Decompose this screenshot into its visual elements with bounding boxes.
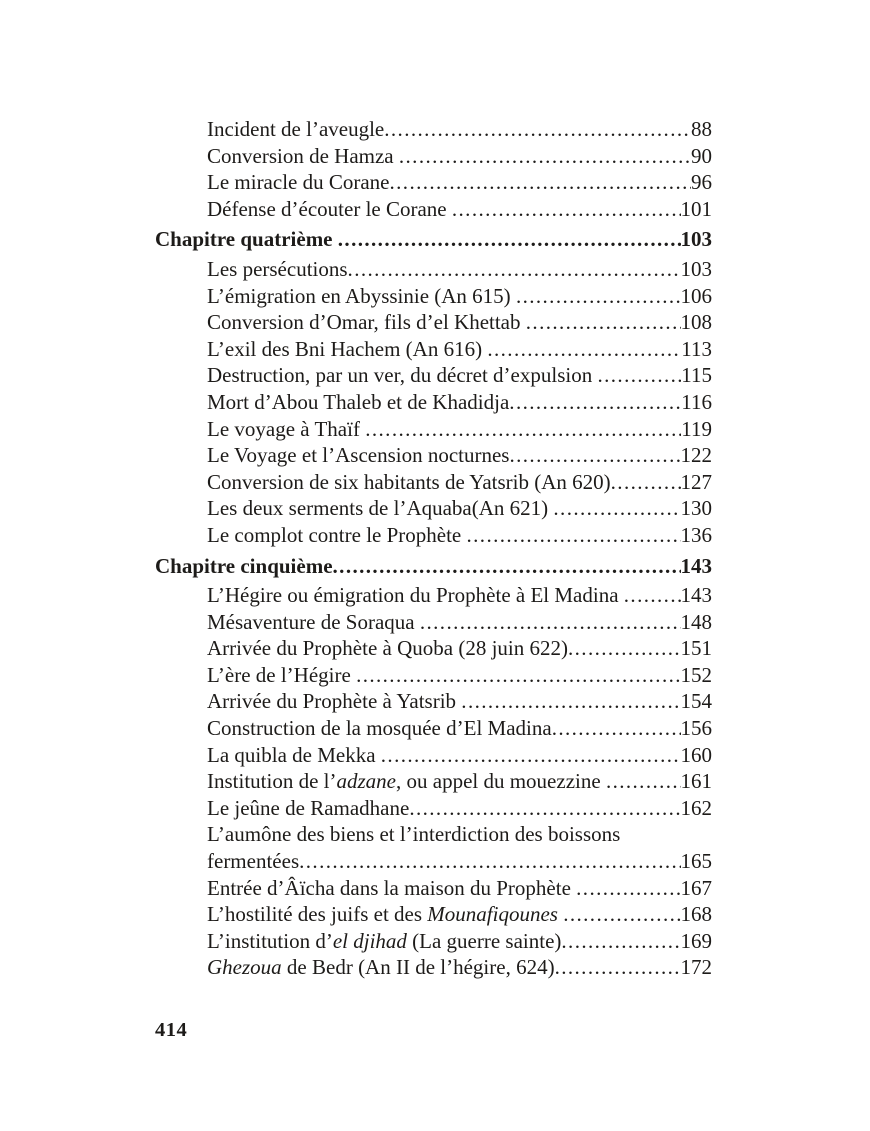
toc-entry-label — [207, 875, 576, 902]
toc-entry-row — [155, 635, 712, 662]
toc-entry-page-number: 127 — [680, 469, 712, 494]
toc-entry-row — [155, 442, 712, 469]
toc-entry-text-italic: adzane — [336, 769, 396, 794]
toc-entry-row — [155, 609, 712, 636]
toc-entry-text: Le miracle du Corane — [207, 170, 390, 195]
dot-leader — [597, 362, 681, 389]
toc-entry-page-number: 168 — [680, 902, 712, 927]
toc-entry-page-number: 96 — [691, 170, 712, 195]
dot-leader — [509, 389, 681, 416]
toc-entry-page-number: 151 — [680, 636, 712, 661]
dot-leader — [338, 226, 681, 253]
dot-leader — [563, 901, 680, 928]
toc-entry-text-after: , ou appel du mouezzine — [396, 769, 606, 794]
toc-entry-text: Conversion d’Omar, fils d’el Khettab — [207, 310, 526, 335]
toc-entry-text: Conversion de Hamza — [207, 143, 399, 168]
toc-entry-page-number: 143 — [680, 553, 712, 578]
toc-entry-row — [155, 116, 712, 143]
toc-entry-text: Défense d’écouter le Corane — [207, 196, 452, 221]
toc-entry-label — [155, 226, 338, 253]
toc-entry-page-number: 116 — [681, 389, 712, 414]
dot-leader — [333, 553, 681, 580]
toc-entry-page-number: 161 — [680, 769, 712, 794]
toc-entry-page-number: 119 — [681, 416, 712, 441]
toc-entry-text: Destruction, par un ver, du décret d’expulsion — [207, 363, 598, 388]
toc-entry-row — [155, 901, 712, 928]
toc-entry-row — [155, 795, 712, 822]
toc-entry-text: Chapitre cinquième — [155, 553, 333, 578]
toc-entry-text: fermentées — [207, 849, 300, 874]
toc-entry-row — [155, 522, 712, 549]
toc-entry-text: Arrivée du Prophète à Yatsrib — [207, 689, 462, 714]
toc-entry-page-number: 130 — [680, 496, 712, 521]
toc-entry-row — [155, 256, 712, 283]
toc-entry-text: Le voyage à Thaïf — [207, 416, 366, 441]
toc-entry-page-number: 152 — [680, 662, 712, 687]
toc-entry-text: Conversion de six habitants de Yatsrib (An 620) — [207, 469, 611, 494]
toc-entry-text: Mésaventure de Soraqua — [207, 609, 420, 634]
toc-entry-label — [207, 768, 606, 795]
dot-leader — [553, 495, 680, 522]
toc-entry-row — [155, 362, 712, 389]
toc-entry-text-after: de Bedr (An II de l’hégire, 624) — [281, 955, 555, 980]
toc-entry-page-number: 108 — [680, 310, 712, 335]
toc-entry-label — [207, 688, 461, 715]
toc-entry-row — [155, 336, 712, 363]
toc-entry-row — [155, 954, 712, 981]
toc-entry-text: Le complot contre le Prophète — [207, 522, 467, 547]
toc-entry-row — [155, 688, 712, 715]
toc-entry-label — [207, 309, 526, 336]
toc-entry-label — [207, 662, 356, 689]
dot-leader — [467, 522, 681, 549]
dot-leader — [390, 169, 692, 196]
dot-leader — [365, 416, 681, 443]
toc-entry-row — [155, 283, 712, 310]
dot-leader — [348, 256, 681, 283]
dot-leader — [399, 143, 691, 170]
toc-entry-row — [155, 309, 712, 336]
toc-entry-row — [155, 875, 712, 902]
toc-entry-label — [207, 954, 555, 981]
toc-entry-text: L’émigration en Abyssinie (An 615) — [207, 283, 516, 308]
dot-leader — [568, 635, 681, 662]
toc-entry-page-number: 156 — [680, 716, 712, 741]
toc-entry-text: L’exil des Bni Hachem (An 616) — [207, 336, 488, 361]
dot-leader — [555, 954, 681, 981]
toc-entry-label — [207, 635, 568, 662]
toc-entry-label — [207, 495, 553, 522]
toc-entry-label — [207, 256, 348, 283]
dot-leader — [576, 875, 680, 902]
toc-entry-page-number: 160 — [680, 742, 712, 767]
toc-entry-row — [155, 196, 712, 223]
toc-entry-label — [207, 116, 384, 143]
toc-list — [155, 116, 712, 981]
toc-entry-text: L’aumône des biens et l’interdiction des boissons — [207, 822, 621, 847]
toc-entry-page-number: 165 — [680, 849, 712, 874]
dot-leader — [611, 469, 681, 496]
toc-entry-text: Arrivée du Prophète à Quoba (28 juin 622) — [207, 636, 568, 661]
toc-entry-row — [155, 495, 712, 522]
dot-leader — [299, 848, 680, 875]
toc-entry-page-number: 103 — [680, 256, 712, 281]
toc-entry-label — [207, 821, 620, 848]
dot-leader — [606, 768, 681, 795]
toc-entry-label — [207, 715, 552, 742]
toc-entry-page-number: 143 — [680, 583, 712, 608]
toc-entry-text-italic: Mounafiqounes — [427, 902, 558, 927]
toc-entry-row — [155, 662, 712, 689]
toc-entry-text-italic: Ghezoua — [207, 955, 282, 980]
toc-entry-row — [155, 848, 712, 875]
toc-entry-label — [155, 553, 333, 580]
toc-entry-label — [207, 389, 509, 416]
toc-entry-text: Le Voyage et l’Ascension nocturnes — [207, 443, 510, 468]
toc-entry-page-number: 115 — [681, 363, 712, 388]
dot-leader — [516, 283, 681, 310]
dot-leader — [552, 715, 681, 742]
toc-entry-page-number: 136 — [680, 522, 712, 547]
dot-leader — [384, 116, 691, 143]
toc-entry-text: L’ère de l’Hégire — [207, 662, 357, 687]
toc-entry-text: L’institution d’ — [207, 928, 333, 953]
toc-entry-page-number: 162 — [680, 795, 712, 820]
toc-entry-label — [207, 469, 611, 496]
toc-entry-label — [207, 416, 365, 443]
toc-entry-row — [155, 416, 712, 443]
toc-entry-label — [207, 795, 409, 822]
dot-leader — [526, 309, 681, 336]
toc-entry-text: Construction de la mosquée d’El Madina — [207, 716, 552, 741]
dot-leader — [356, 662, 680, 689]
dot-leader — [452, 196, 681, 223]
toc-entry-label — [207, 609, 420, 636]
dot-leader — [461, 688, 680, 715]
toc-entry-page-number: 113 — [681, 336, 712, 361]
toc-entry-row — [155, 768, 712, 795]
toc-entry-row — [155, 169, 712, 196]
toc-entry-text: Incident de l’aveugle — [207, 117, 385, 141]
toc-entry-text: Les deux serments de l’Aquaba(An 621) — [207, 496, 554, 521]
toc-entry-label — [207, 742, 381, 769]
toc-entry-page-number: 154 — [680, 689, 712, 714]
toc-entry-row — [155, 389, 712, 416]
toc-entry-label — [207, 928, 561, 955]
toc-entry-label — [207, 442, 509, 469]
toc-entry-row — [155, 582, 712, 609]
toc-entry-label — [207, 582, 624, 609]
dot-leader — [381, 742, 681, 769]
toc-entry-page-number: 90 — [691, 143, 712, 168]
toc-entry-text: Les persécutions — [207, 256, 348, 281]
toc-entry-page-number: 106 — [680, 283, 712, 308]
dot-leader — [561, 928, 680, 955]
toc-entry-text-after: (La guerre sainte) — [406, 928, 562, 953]
toc-entry-label — [207, 522, 467, 549]
toc-entry-text: Entrée d’Âïcha dans la maison du Prophète — [207, 875, 577, 900]
toc-entry-label — [207, 362, 597, 389]
toc-entry-label — [207, 901, 563, 928]
toc-entry-row — [155, 469, 712, 496]
toc-entry-label — [207, 196, 452, 223]
toc-entry-page-number: 169 — [680, 928, 712, 953]
dot-leader — [487, 336, 681, 363]
toc-entry-label — [207, 143, 399, 170]
toc-entry-page-number: 103 — [680, 227, 712, 252]
toc-entry-text: L’Hégire ou émigration du Prophète à El Madina — [207, 583, 624, 608]
toc-entry-page-number: 101 — [680, 196, 712, 221]
footer-page-number: 414 — [155, 1019, 188, 1041]
toc-entry-label — [207, 848, 299, 875]
toc-entry-text: Mort d’Abou Thaleb et de Khadidja — [207, 389, 510, 414]
toc-entry-text: La quibla de Mekka — [207, 742, 381, 767]
toc-entry-page-number: 172 — [680, 955, 712, 980]
toc-entry-row — [155, 928, 712, 955]
toc-entry-page-number: 167 — [680, 875, 712, 900]
toc-entry-label — [207, 283, 516, 310]
toc-entry-text: Le jeûne de Ramadhane — [207, 795, 410, 820]
dot-leader — [420, 609, 681, 636]
toc-entry-text: Chapitre quatrième — [155, 227, 338, 252]
dot-leader — [409, 795, 680, 822]
toc-entry-row — [155, 821, 712, 848]
toc-entry-row — [155, 553, 712, 580]
dot-leader — [624, 582, 681, 609]
toc-entry-row — [155, 715, 712, 742]
toc-entry-page-number: 88 — [691, 117, 712, 141]
toc-entry-text: Institution de l’ — [207, 769, 337, 794]
toc-entry-text-italic: el djihad — [332, 928, 407, 953]
toc-entry-row — [155, 143, 712, 170]
toc-entry-label — [207, 336, 487, 363]
toc-entry-page-number: 122 — [680, 443, 712, 468]
toc-entry-row — [155, 226, 712, 253]
toc-entry-page-number: 148 — [680, 609, 712, 634]
toc-entry-text: L’hostilité des juifs et des — [207, 902, 428, 927]
toc-entry-row — [155, 742, 712, 769]
toc-entry-label — [207, 169, 390, 196]
dot-leader — [509, 442, 680, 469]
